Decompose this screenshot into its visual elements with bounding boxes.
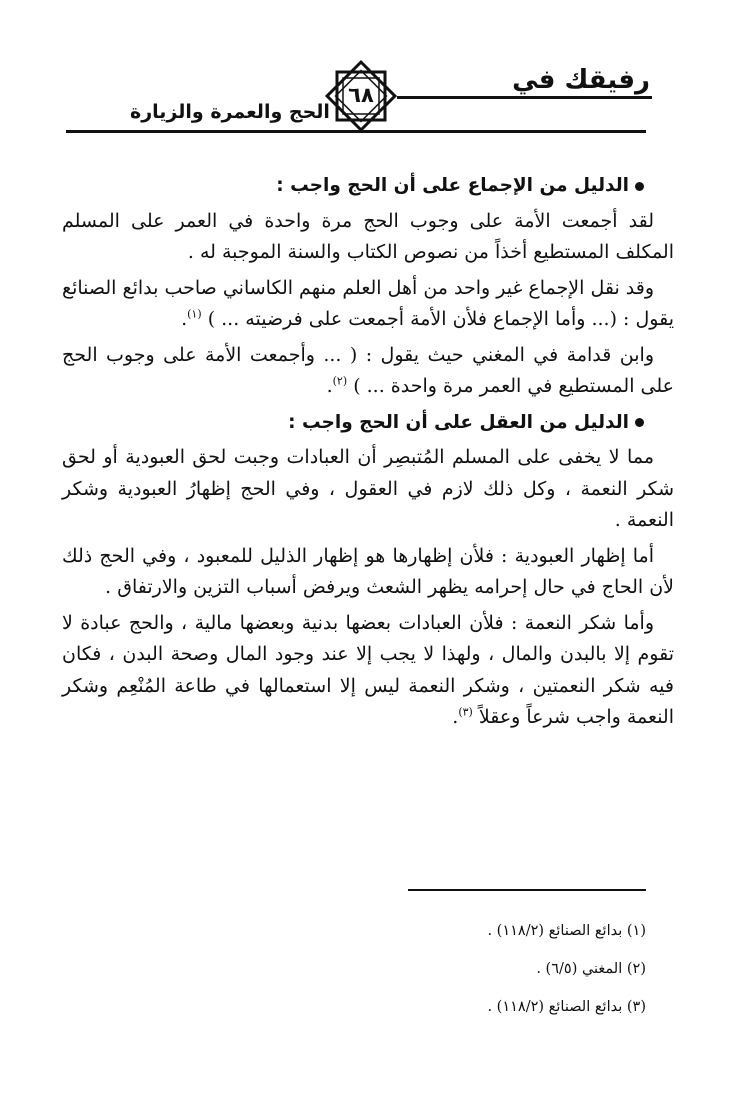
footnote-reference: (١) [187, 307, 202, 321]
footnote-reference: (٢) [332, 374, 348, 388]
header-rule-top [397, 96, 652, 99]
paragraph: وابن قدامة في المغني حيث يقول : ( ... وأجمعت الأمة على وجوب الحج على المستطيع في العمر مرة واحدة ... ) $^{(٢)}$. [62, 343, 674, 397]
paragraph: أما إظهار العبودية : فلأن إظهارها هو إظهار الذليل للمعبود ، وفي الحج ذلك لأن الحاج في حال إحرامه يظهر الشعث ويرفض أسباب التزين والارتفاق . [62, 544, 674, 598]
footnote: (٢) المغني (٦/٥) . [536, 961, 646, 977]
footnotes [86, 912, 646, 1026]
section-heading-aql: الدليل من العقل على أن الحج واجب : [62, 407, 674, 439]
footnote-reference: (٣) [458, 705, 473, 719]
running-title-main: رفيقك في [512, 65, 650, 95]
paragraph: وقد نقل الإجماع غير واحد من أهل العلم منهم الكاساني صاحب بدائع الصنائع يقول : (... وأما الإجماع فلأن الأمة أجمعت على فرضيته ... ) $^{(١)}$. [61, 276, 674, 330]
footnote: (٣) بدائع الصنائع (١١٨/٢) . [487, 999, 646, 1015]
section-heading-ijma: الدليل من الإجماع على أن الحج واجب : [62, 170, 674, 202]
footnote-rule [408, 889, 646, 891]
paragraph: لقد أجمعت الأمة على وجوب الحج مرة واحدة في العمر على المسلم المكلف المستطيع أخذاً من نصوص الكتاب والسنة الموجبة له . [62, 209, 674, 263]
footnote: (١) بدائع الصنائع (١١٨/٢) . [487, 923, 646, 939]
page-number: ٦٨ [348, 83, 374, 107]
bullet-icon [635, 182, 644, 191]
paragraph: مما لا يخفى على المسلم المُتبصِر أن العبادات وجبت لحق العبودية أو لحق شكر النعمة ، وكل ذلك لازم في العقول ، وفي الحج إظهارُ العبودية وشكر النعمة . [62, 446, 674, 531]
running-title-sub: الحج والعمرة والزيارة [130, 101, 330, 123]
main-text [62, 170, 674, 734]
paragraph: وأما شكر النعمة : فلأن العبادات بعضها بدنية وبعضها مالية ، والحج عبادة لا تقوم إلا بالبدن والمال ، ولهذا لا يجب إلا عند وجود المال وصحة البدن ، فكان فيه شكر النعمتين ، وشكر النعمة ليس إلا استعمالها في طاعة المُنْعِم وشكر النعمة واجب شرعاً وعقلاً $^{(٣)}$. [62, 611, 674, 728]
bullet-icon [635, 418, 644, 427]
header-rule-bottom [66, 130, 646, 133]
